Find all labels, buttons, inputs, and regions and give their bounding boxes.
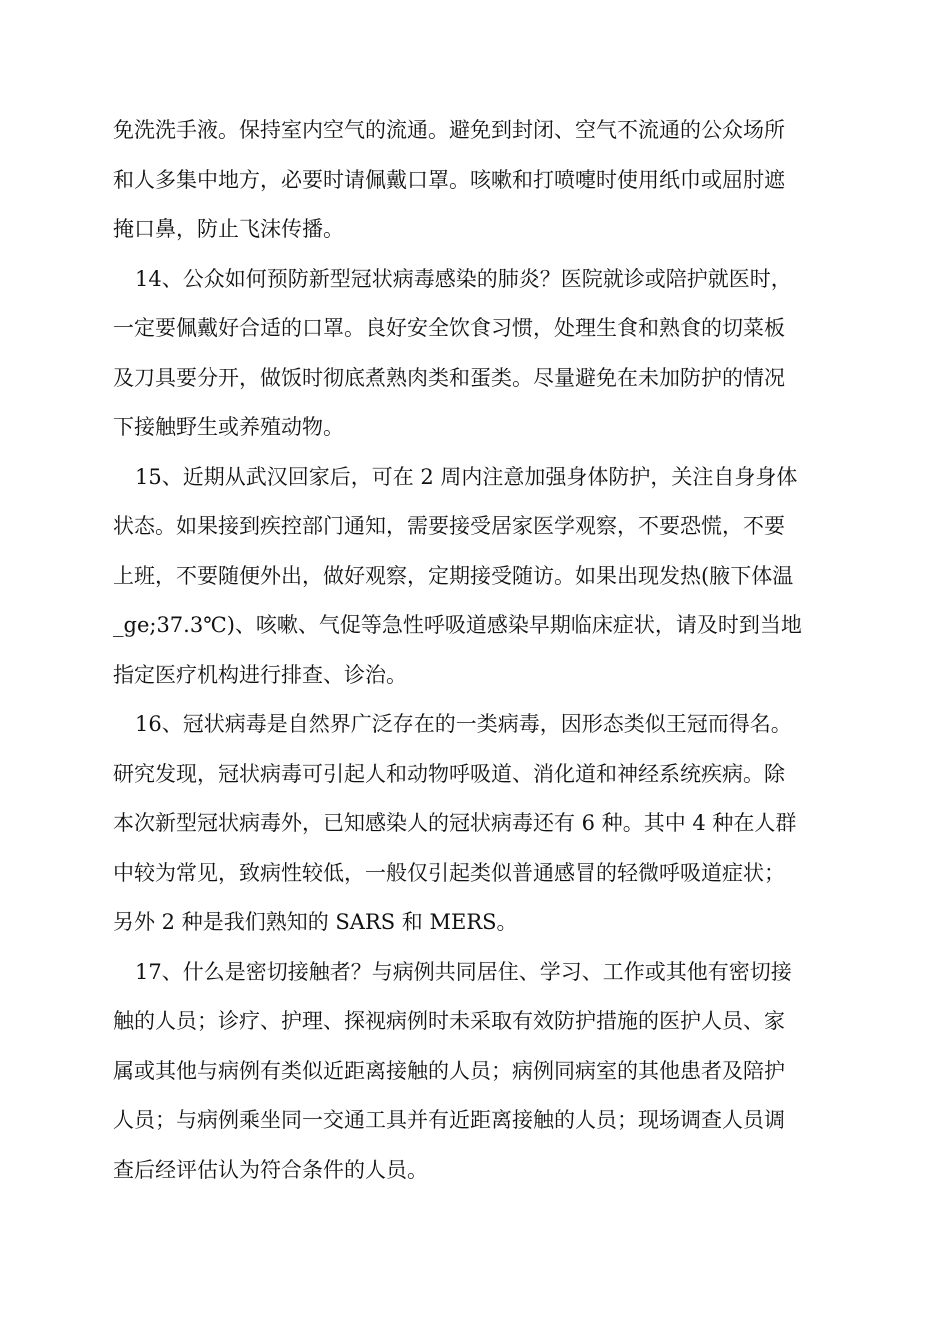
text-line: 下接触野生或养殖动物。 — [113, 415, 344, 439]
paragraph-15 — [113, 453, 837, 701]
paragraph-13-continuation — [113, 106, 837, 255]
document-body — [113, 106, 837, 1195]
text-line: 17、什么是密切接触者？与病例共同居住、学习、工作或其他有密切接 — [135, 959, 792, 984]
text-line: 属或其他与病例有类似近距离接触的人员；病例同病室的其他患者及陪护 — [113, 1058, 785, 1083]
paragraph-16 — [113, 700, 837, 948]
text-line: 另外 2 种是我们熟知的 SARS 和 MERS。 — [113, 910, 518, 934]
text-line: 免洗洗手液。保持室内空气的流通。避免到封闭、空气不流通的公众场所 — [113, 118, 785, 142]
text-line: 和人多集中地方，必要时请佩戴口罩。咳嗽和打喷嚏时使用纸巾或屈肘遮 — [113, 167, 785, 192]
text-line: 16、冠状病毒是自然界广泛存在的一类病毒，因形态类似王冠而得名。 — [135, 712, 792, 736]
text-line: 15、近期从武汉回家后，可在 2 周内注意加强身体防护，关注自身身体 — [135, 464, 798, 489]
paragraph-17 — [113, 948, 837, 1196]
text-line: 14、公众如何预防新型冠状病毒感染的肺炎？医院就诊或陪护就医时， — [135, 266, 792, 291]
text-line: 触的人员；诊疗、护理、探视病例时未采取有效防护措施的医护人员、家 — [113, 1009, 785, 1033]
text-line: 本次新型冠状病毒外，已知感染人的冠状病毒还有 6 种。其中 4 种在人群 — [113, 811, 797, 835]
text-line: 上班，不要随便外出，做好观察，定期接受随访。如果出现发热(腋下体温 — [113, 563, 794, 588]
text-line: 中较为常见，致病性较低，一般仅引起类似普通感冒的轻微呼吸道症状； — [113, 860, 785, 885]
text-line: 一定要佩戴好合适的口罩。良好安全饮食习惯，处理生食和熟食的切菜板 — [113, 316, 785, 340]
text-line: 查后经评估认为符合条件的人员。 — [113, 1157, 428, 1182]
text-line: _ge;37.3℃)、咳嗽、气促等急性呼吸道感染早期临床症状，请及时到当地 — [113, 613, 802, 637]
text-line: 及刀具要分开，做饭时彻底煮熟肉类和蛋类。尽量避免在未加防护的情况 — [113, 365, 785, 390]
text-line: 研究发现，冠状病毒可引起人和动物呼吸道、消化道和神经系统疾病。除 — [113, 761, 785, 786]
paragraph-14 — [113, 255, 837, 453]
text-line: 状态。如果接到疾控部门通知，需要接受居家医学观察，不要恐慌，不要 — [113, 514, 785, 538]
text-line: 人员；与病例乘坐同一交通工具并有近距离接触的人员；现场调查人员调 — [113, 1108, 785, 1132]
text-line: 掩口鼻，防止飞沫传播。 — [113, 217, 344, 241]
text-line: 指定医疗机构进行排查、诊治。 — [113, 662, 407, 687]
